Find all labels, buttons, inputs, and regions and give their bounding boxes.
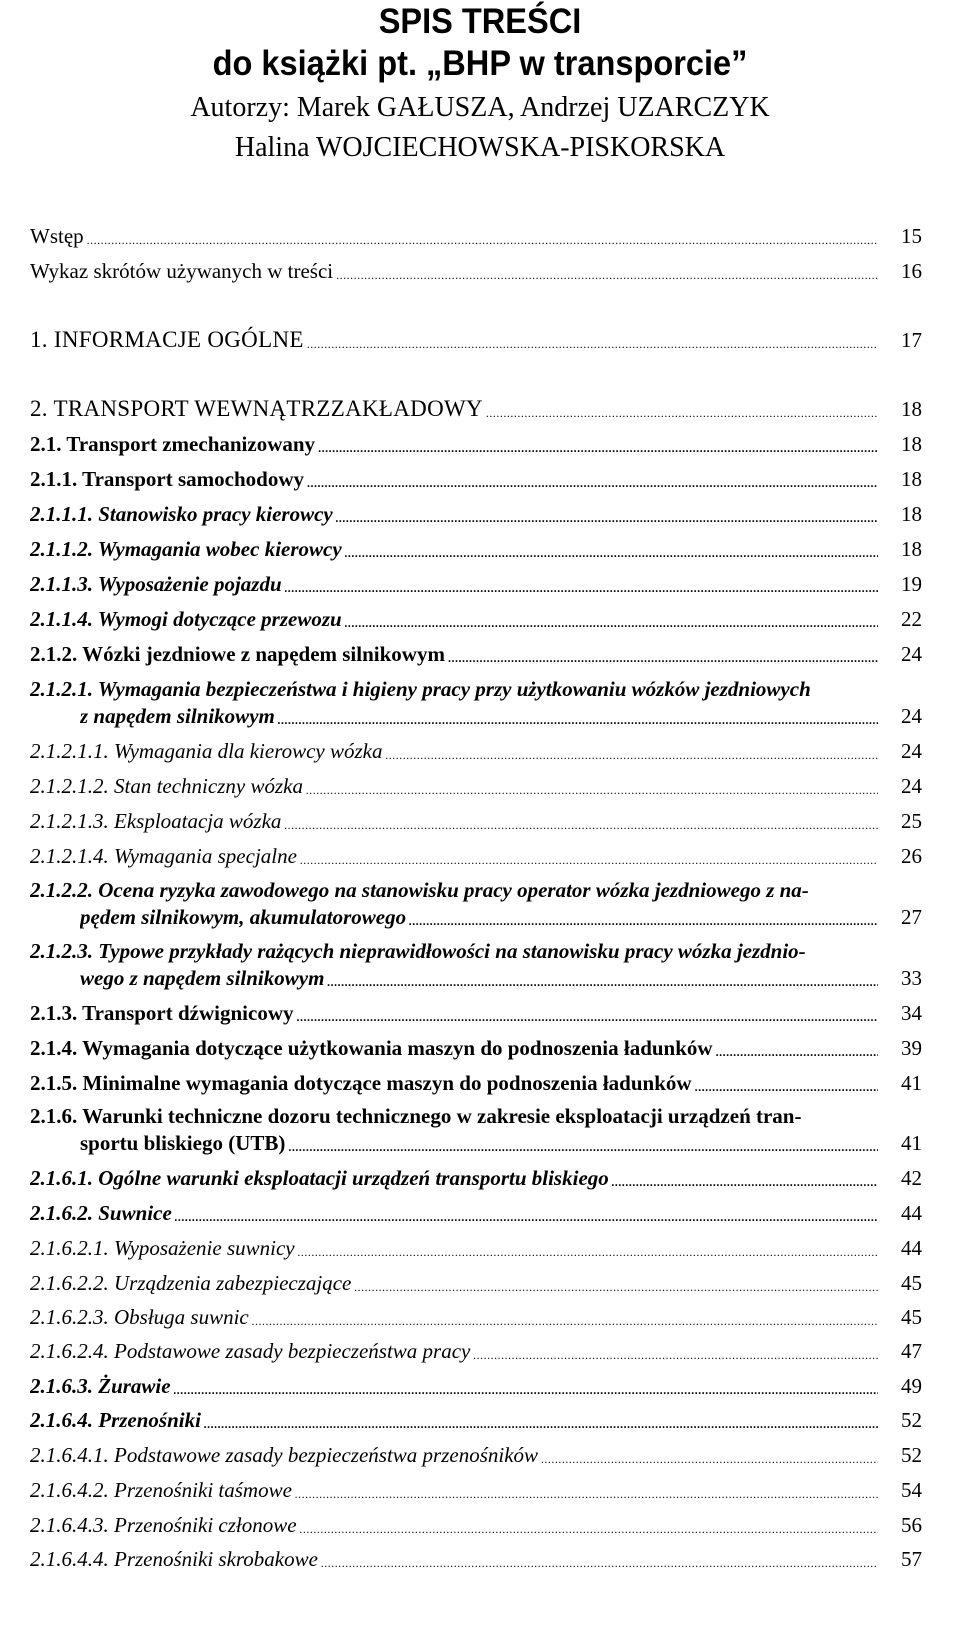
toc-page-number: 39 [901,1036,922,1060]
toc-page-number: 19 [901,572,922,596]
dot-leader [300,849,878,871]
dot-leader [174,1379,878,1401]
toc-entry[interactable] [30,1475,878,1505]
toc-entry[interactable] [30,674,878,731]
dot-leader [204,1413,878,1435]
toc-entry-title: pędem silnikowym, akumulatorowego [80,905,407,929]
toc-entry[interactable] [30,1371,878,1401]
toc-entry-title: 2.1.6.4.2. Przenośniki taśmowe [30,1478,292,1502]
dot-leader [448,647,878,669]
toc-page-number: 18 [901,397,922,421]
dot-leader [285,577,878,599]
authors-line-1: Autorzy: Marek GAŁUSZA, Andrzej UZARCZYK [190,92,770,123]
toc-entry-title: 2.1.6.4.3. Przenośniki członowe [30,1513,297,1537]
toc-entry-title: wego z napędem silnikowym [80,966,325,990]
toc-entry-title: 2.1.1.3. Wyposażenie pojazdu [30,572,282,596]
toc-page-number: 44 [901,1201,922,1225]
toc-entry[interactable] [30,841,878,871]
dot-leader [336,264,878,286]
dot-leader [486,402,878,424]
dot-leader [612,1171,878,1193]
toc-page-number: 24 [901,642,922,666]
toc-page-number: 18 [901,537,922,561]
toc-entry-title: 2.1.6.2.3. Obsługa suwnic [30,1305,249,1329]
toc-entry-title: Wstęp [30,224,84,248]
toc-page-number: 41 [901,1131,922,1155]
toc-page-number: 15 [901,224,922,248]
toc-entry-title: 2.1.6.4. Przenośniki [30,1408,201,1432]
toc-page-number: 56 [901,1513,922,1537]
dot-leader [278,709,878,731]
toc-entry-title-line: 2.1.2.1. Wymagania bezpieczeństwa i higieny pracy przy użytkowaniu wózków jezdniowych [30,677,811,701]
toc-page-number: 45 [901,1271,922,1295]
toc-page-number: 33 [901,966,922,990]
toc-entry-title: 2.1.3. Transport dźwignicowy [30,1001,294,1025]
toc-page-number: 24 [901,704,922,728]
toc-entry[interactable] [30,1163,878,1193]
toc-entry-title-line: 2.1.2.2. Ocena ryzyka zawodowego na stanowisku pracy operator wózka jezdniowego z na- [30,878,809,902]
toc-entry[interactable] [30,875,878,932]
toc-entry-title: 2.1.6.2.1. Wyposażenie suwnicy [30,1236,295,1260]
document-title: SPIS TREŚCI [378,2,582,41]
toc-page-number: 27 [901,905,922,929]
toc-entry-title: 2.1. Transport zmechanizowany [30,432,316,456]
toc-page-number: 16 [901,259,922,283]
toc-page-number: 52 [901,1408,922,1432]
dot-leader [336,507,878,529]
toc-entry[interactable] [30,1033,878,1063]
toc-entry-title: 2.1.2.1.2. Stan techniczny wózka [30,774,303,798]
toc-entry-title-line: 2.1.2.3. Typowe przykłady rażących nieprawidłowości na stanowisku pracy wózka jezdnio- [30,939,806,963]
toc-entry-title: 2.1.6.3. Żurawie [30,1374,171,1398]
toc-entry-title: 2.1.1.2. Wymagania wobec kierowcy [30,537,342,561]
toc-entry-title: 2.1.6.2.4. Podstawowe zasady bezpieczeństwa pracy [30,1339,471,1363]
dot-leader [318,437,878,459]
toc-page-number: 18 [901,467,922,491]
toc-entry[interactable] [30,394,878,424]
toc-page-number: 42 [901,1166,922,1190]
dot-leader [327,971,878,993]
toc-page-number: 18 [901,432,922,456]
toc-entry[interactable] [30,736,878,766]
toc-page-number: 52 [901,1443,922,1467]
toc-entry-title: 2.1.6.4.1. Podstawowe zasady bezpieczeństwa przenośników [30,1443,539,1467]
toc-entry[interactable] [30,221,878,251]
toc-entry-title: 2.1.2.1.1. Wymagania dla kierowcy wózka [30,739,383,763]
toc-page-number: 41 [901,1071,922,1095]
dot-leader [321,1552,878,1574]
dot-leader [296,1006,878,1028]
toc-entry-title: 1. INFORMACJE OGÓLNE [30,327,304,352]
toc-entry-title: 2.1.2.1.4. Wymagania specjalne [30,844,297,868]
dot-leader [695,1076,878,1098]
toc-entry-title: 2.1.6.2.2. Urządzenia zabezpieczające [30,1271,352,1295]
toc-page-number: 57 [901,1547,922,1571]
toc-entry[interactable] [30,639,878,669]
dot-leader [354,1276,878,1298]
toc-page-number: 47 [901,1339,922,1363]
toc-entry-title: 2. TRANSPORT WEWNĄTRZZAKŁADOWY [30,396,483,421]
toc-entry-title: 2.1.2.1.3. Eksploatacja wózka [30,809,282,833]
dot-leader [300,1518,878,1540]
toc-entry-title: 2.1.5. Minimalne wymagania dotyczące maszyn do podnoszenia ładunków [30,1071,692,1095]
dot-leader [386,744,879,766]
toc-entry[interactable] [30,1544,878,1574]
toc-entry[interactable] [30,936,878,993]
dot-leader [307,472,878,494]
toc-entry[interactable] [30,1302,878,1332]
toc-page-number: 44 [901,1236,922,1260]
toc-entry-title: Wykaz skrótów używanych w treści [30,259,334,283]
toc-entry-title: 2.1.6.2. Suwnice [30,1201,172,1225]
dot-leader [409,910,878,932]
dot-leader [541,1448,878,1470]
toc-page-number: 49 [901,1374,922,1398]
toc-entry-title: 2.1.1. Transport samochodowy [30,467,304,491]
dot-leader [87,229,878,251]
toc-page-number: 26 [901,844,922,868]
toc-entry[interactable] [30,771,878,801]
toc-page-number: 17 [901,328,922,352]
dot-leader [284,814,878,836]
toc-entry[interactable] [30,499,878,529]
toc-entry[interactable] [30,429,878,459]
toc-entry[interactable] [30,1068,878,1098]
authors-line-2: Halina WOJCIECHOWSKA-PISKORSKA [234,132,726,163]
toc-entry[interactable] [30,1405,878,1435]
dot-leader [306,779,878,801]
toc-entry[interactable] [30,806,878,836]
dot-leader [716,1041,878,1063]
toc-entry-title: z napędem silnikowym [80,704,275,728]
dot-leader [252,1310,878,1332]
toc-entry[interactable] [30,1440,878,1470]
dot-leader [345,612,878,634]
toc-entry[interactable] [30,1268,878,1298]
toc-entry-title: 2.1.6.4.4. Przenośniki skrobakowe [30,1547,318,1571]
toc-entry-title: 2.1.2. Wózki jezdniowe z napędem silnikowym [30,642,445,666]
toc-entry[interactable] [30,464,878,494]
toc-page-number: 24 [901,739,922,763]
dot-leader [288,1136,878,1158]
toc-page-number: 24 [901,774,922,798]
toc-entry[interactable] [30,1198,878,1228]
dot-leader [345,542,878,564]
toc-entry-title: 2.1.1.1. Stanowisko pracy kierowcy [30,502,333,526]
toc-entry[interactable] [30,534,878,564]
toc-entry-title-line: 2.1.6. Warunki techniczne dozoru technicznego w zakresie eksploatacji urządzeń tran- [30,1104,802,1128]
toc-page-number: 45 [901,1305,922,1329]
toc-entry[interactable] [30,1101,878,1158]
dot-leader [473,1344,878,1366]
toc-entry[interactable] [30,1336,878,1366]
book-title: do książki pt. „BHP w transporcie” [212,44,748,83]
toc-entry-title: sportu bliskiego (UTB) [80,1131,286,1155]
toc-entry[interactable] [30,1233,878,1263]
toc-page-number: 54 [901,1478,922,1502]
toc-entry[interactable] [30,998,878,1028]
toc-entry-title: 2.1.1.4. Wymogi dotyczące przewozu [30,607,342,631]
toc-page-number: 18 [901,502,922,526]
toc-entry-title: 2.1.6.1. Ogólne warunki eksploatacji urządzeń transportu bliskiego [30,1166,609,1190]
dot-leader [298,1241,878,1263]
dot-leader [175,1206,878,1228]
dot-leader [295,1483,878,1505]
toc-entry[interactable] [30,325,878,355]
toc-page-number: 22 [901,607,922,631]
toc-entry-title: 2.1.4. Wymagania dotyczące użytkowania maszyn do podnoszenia ładunków [30,1036,713,1060]
toc-entry[interactable] [30,256,878,286]
dot-leader [307,333,878,355]
toc-entry[interactable] [30,569,878,599]
toc-page-number: 25 [901,809,922,833]
toc-entry[interactable] [30,1510,878,1540]
toc-entry[interactable] [30,604,878,634]
toc-page-number: 34 [901,1001,922,1025]
